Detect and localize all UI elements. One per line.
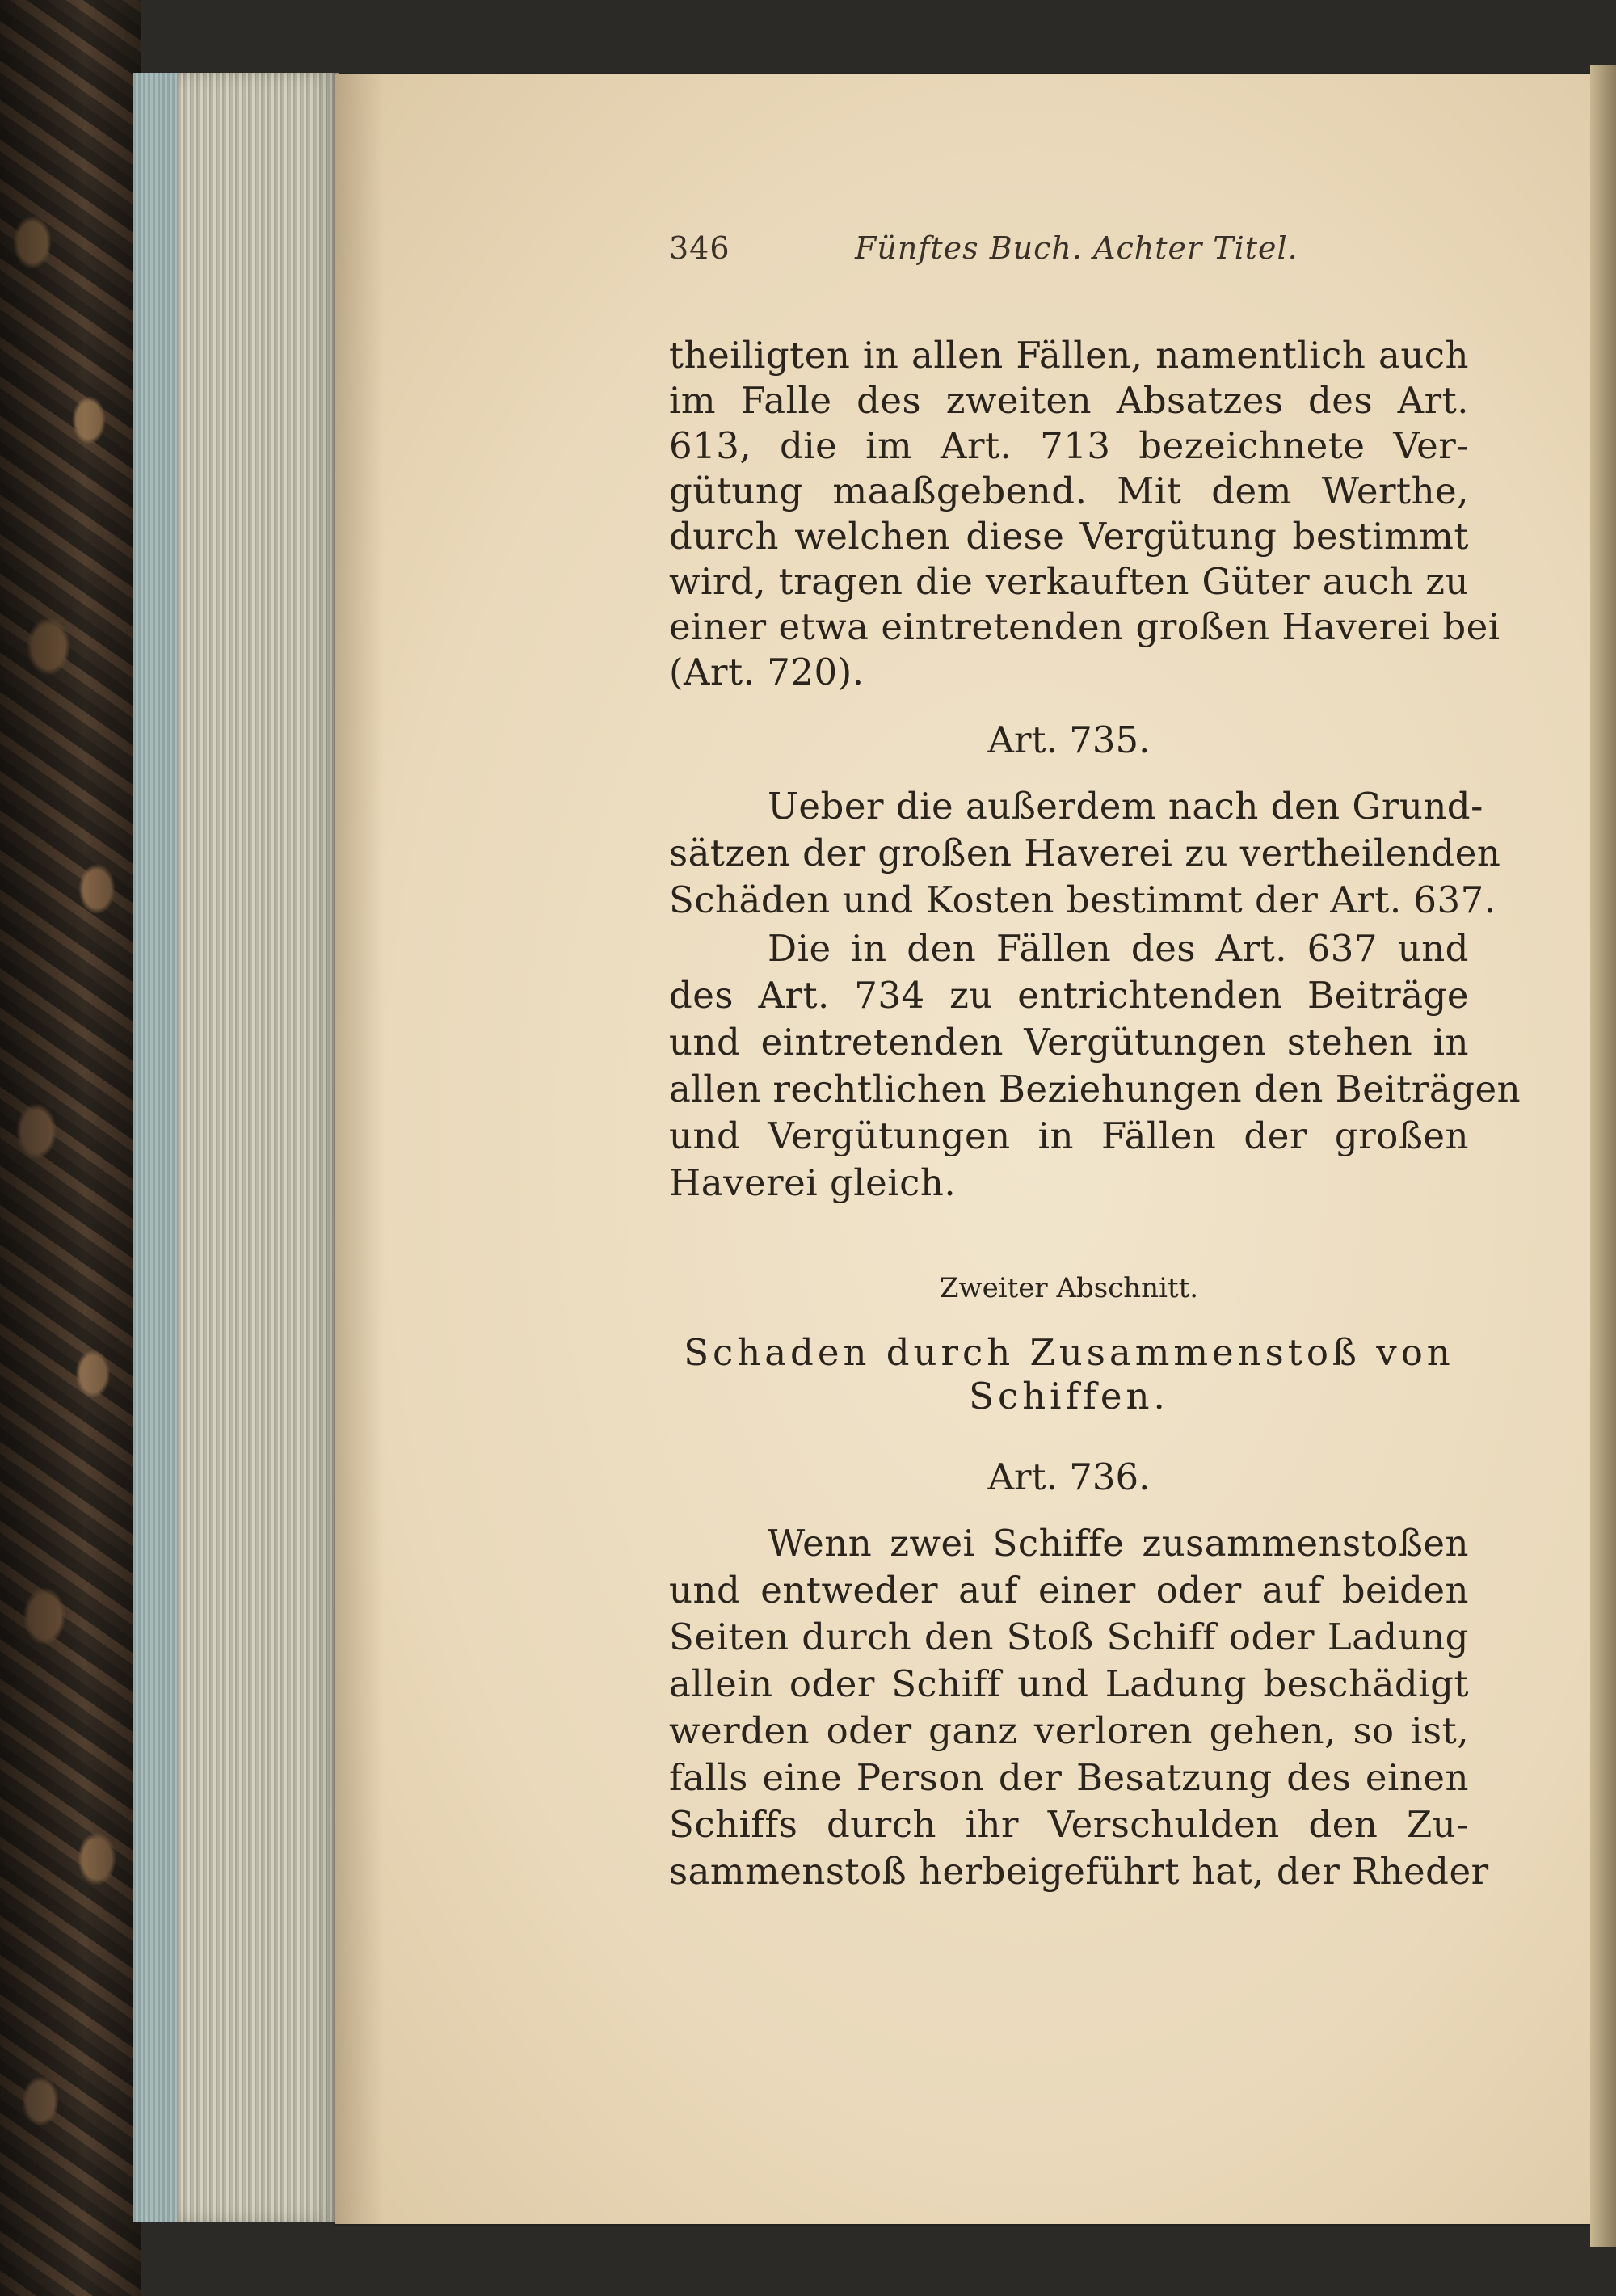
text-line: des Art. 734 zu entrichtenden Beiträge — [669, 974, 1469, 1017]
text-line: und entweder auf einer oder auf beiden — [669, 1569, 1469, 1611]
text-line: Seiten durch den Stoß Schiff oder Ladung — [669, 1616, 1469, 1658]
text-line: Schäden und Kosten bestimmt der Art. 637. — [669, 878, 1496, 921]
section-title-line: Schiffen. — [969, 1375, 1169, 1418]
text-line: allein oder Schiff und Ladung beschädigt — [669, 1662, 1469, 1705]
text-line: werden oder ganz verloren gehen, so ist, — [669, 1709, 1469, 1752]
text-line: im Falle des zweiten Absatzes des Art. — [669, 379, 1469, 422]
text-line: 613, die im Art. 713 bezeichnete Ver- — [669, 424, 1469, 467]
text-line: (Art. 720). — [669, 651, 865, 693]
text-line: wird, tragen die verkauften Güter auch zu — [669, 560, 1469, 603]
section-title-line: Schaden durch Zusammenstoß von — [684, 1331, 1454, 1374]
text-line: Die in den Fällen des Art. 637 und — [768, 927, 1469, 970]
page-edges — [133, 73, 339, 2222]
text-line: sätzen der großen Haverei zu vertheilenden — [669, 832, 1501, 874]
text-line: durch welchen diese Vergütung bestimmt — [669, 515, 1469, 558]
text-line: und Vergütungen in Fällen der großen — [669, 1114, 1469, 1157]
text-line: Wenn zwei Schiffe zusammenstoßen — [768, 1522, 1469, 1565]
text-line: Haverei gleich. — [669, 1161, 957, 1204]
text-line: gütung maaßgebend. Mit dem Werthe, — [669, 470, 1469, 512]
section-label: Zweiter Abschnitt. — [939, 1272, 1199, 1304]
text-line: Schiffs durch ihr Verschulden den Zu- — [669, 1803, 1469, 1846]
page-right-edge — [1590, 65, 1616, 2247]
text-line: theiligten in allen Fällen, namentlich auch — [669, 334, 1469, 377]
text-line: falls eine Person der Besatzung des einen — [669, 1756, 1469, 1799]
running-title: Fünftes Buch. Achter Titel. — [855, 230, 1298, 266]
text-line: allen rechtlichen Beziehungen den Beiträgen — [669, 1068, 1521, 1110]
cover-shadow — [0, 0, 141, 2296]
article-heading-736: Art. 736. — [987, 1456, 1151, 1498]
page-number: 346 — [669, 230, 730, 266]
article-heading-735: Art. 735. — [987, 718, 1151, 761]
running-header — [669, 230, 1307, 279]
text-line: sammenstoß herbeigeführt hat, der Rheder — [669, 1850, 1489, 1893]
text-line: Ueber die außerdem nach den Grund- — [768, 785, 1483, 828]
text-line: und eintretenden Vergütungen stehen in — [669, 1021, 1469, 1064]
text-line: einer etwa eintretenden großen Haverei bei — [669, 605, 1500, 648]
